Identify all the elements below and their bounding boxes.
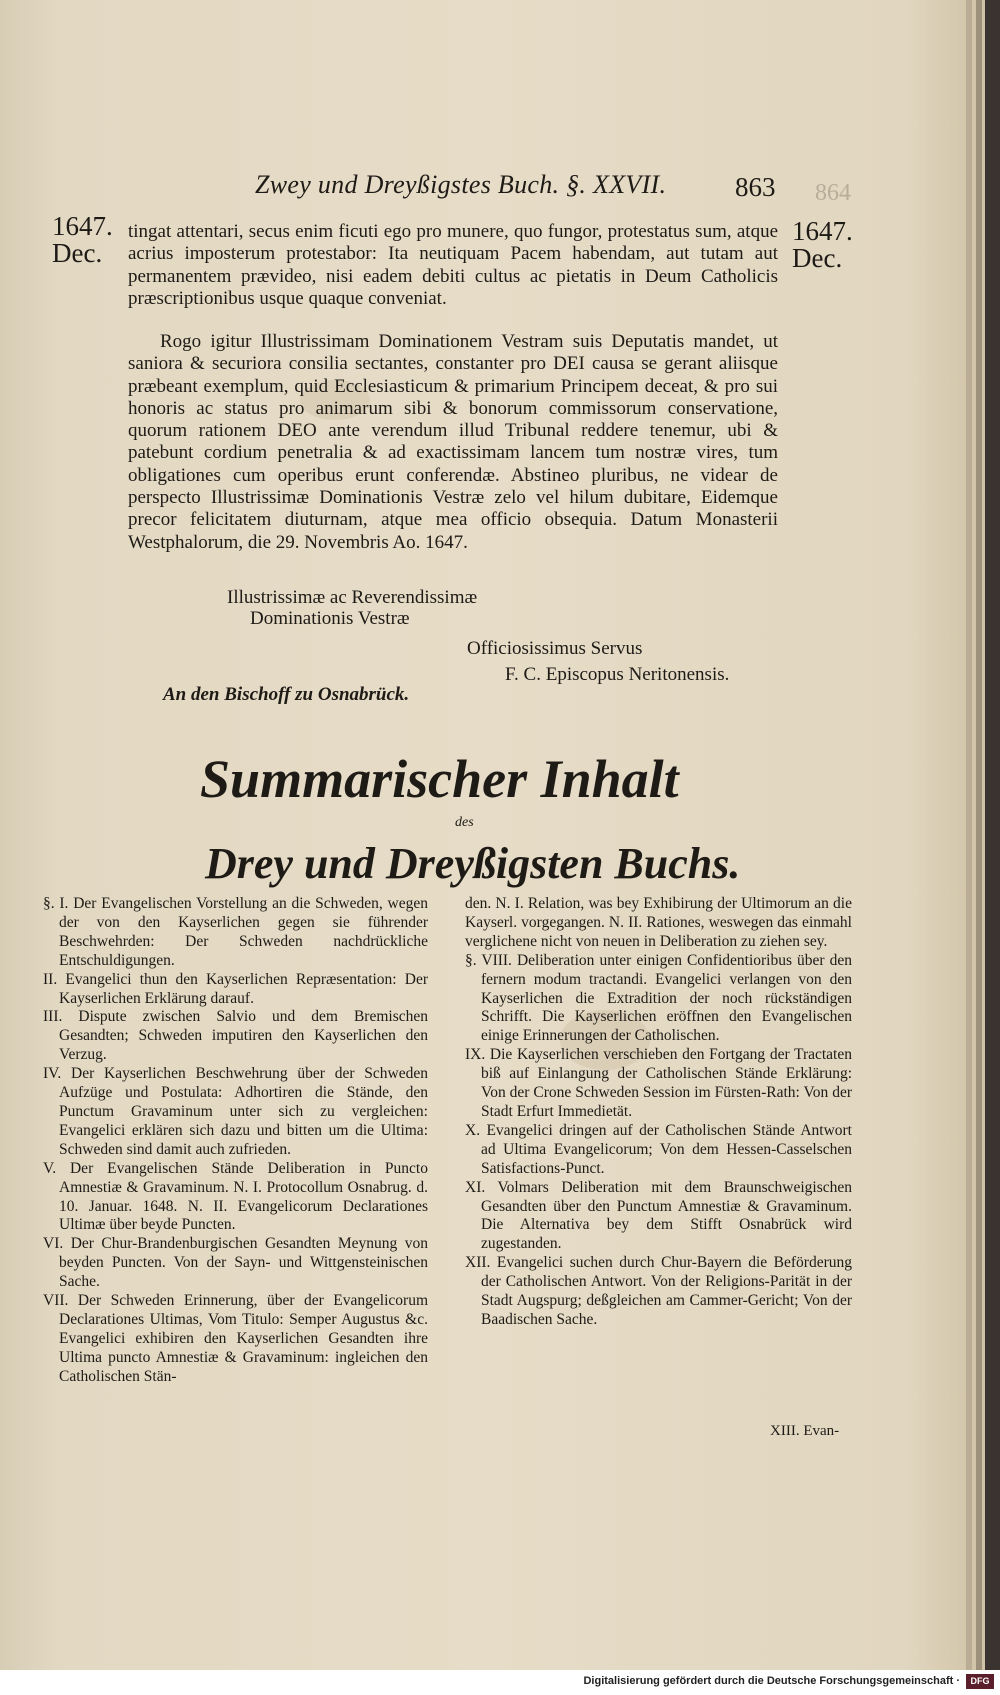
summary-title: Summarischer Inhalt bbox=[200, 749, 679, 809]
summary-item: II. Evangelici thun den Kayserlichen Repræsentation: Der Kayserlichen Erklärung darauf. bbox=[43, 970, 428, 1007]
summary-item: VI. Der Chur-Brandenburgischen Gesandten Meynung von beyden Puncten. Von der Sayn- und Wittgensteinischen Sache. bbox=[43, 1235, 428, 1291]
summary-continuation: den. N. I. Relation, was bey Exhibirung der Ultimorum an die Kayserl. vorgegangen. N. II. Rationes, weswegen das einmahl verglichene nicht von neuen in Deliberation zu ziehen sey. bbox=[465, 895, 852, 950]
summary-title-des: des bbox=[455, 815, 474, 830]
summary-item: IX. Die Kayserlichen verschieben den Fortgang der Tractaten biß auf Einlangung der Catholischen Stände Erklärung: Von der Crone Schweden Session im Fürsten-Rath: Von der Stadt Erfurt Immedietät. bbox=[465, 1046, 852, 1120]
margin-month: Dec. bbox=[52, 238, 103, 268]
show-through-page-number: 864 bbox=[815, 180, 851, 206]
left-margin-date bbox=[52, 213, 113, 267]
summary-item: III. Dispute zwischen Salvio und dem Bremischen Gesandten; Schweden imputiren den Kayserlichen den Verzug. bbox=[43, 1008, 428, 1064]
summary-item: §. VIII. Deliberation unter einigen Confidentioribus über den fernern modum tractandi. Evangelici verlangen von den Kayserlichen die Extradition der noch rückständigen Schrifft. Die Kayserlichen eröffnen den Evangelischen einige Erinnerungen der Catholischen. bbox=[465, 951, 852, 1045]
footer-credit: Digitalisierung gefördert durch die Deutsche Forschungsgemeinschaft · bbox=[583, 1675, 960, 1687]
summary-left-column bbox=[43, 895, 428, 1387]
summary-item: XII. Evangelici suchen durch Chur-Bayern die Beförderung der Catholischen Antwort. Von der Religions-Parität in der Stadt Augspurg; deßgleichen am Cammer-Gericht; Von der Baadischen Sache. bbox=[465, 1254, 852, 1328]
salutation-line-1: Illustrissimæ ac Reverendissimæ bbox=[227, 587, 478, 608]
summary-item: X. Evangelici dringen auf der Catholischen Stände Antwort ad Ultima Evangelicorum; Von dem Hessen-Casselschen Satisfactions-Punct. bbox=[465, 1121, 852, 1177]
salutation-line-2: Dominationis Vestræ bbox=[250, 608, 410, 629]
footer-bar bbox=[0, 1670, 1000, 1695]
summary-subtitle: Drey und Dreyßigsten Buchs. bbox=[205, 839, 741, 888]
dfg-logo-icon[interactable]: DFG bbox=[966, 1674, 994, 1689]
right-margin-date bbox=[792, 218, 853, 272]
running-header: Zwey und Dreyßigstes Buch. §. XXVII. bbox=[255, 170, 667, 199]
book-cover-edge bbox=[985, 0, 1000, 1670]
summary-item: VII. Der Schweden Erinnerung, über der Evangelicorum Declarationes Ultimas, Vom Titulo: Semper Augustus &c. Evangelici exhibiren den Kayserlichen Gesandten ihre Ultima puncto Amnestiæ & Gravaminum: ingleichen den Catholischen Stän- bbox=[43, 1292, 428, 1385]
letter-paragraph-2: Rogo igitur Illustrissimam Dominationem Vestram suis Deputatis mandet, ut saniora & securiora consilia sectantes, constanter pro DEI causa se gerant aliisque præbeant exemplum, quid Ecclesiasticum & primarium Principem deceat, & pro sui honoris ac status pro animarum sibi & bonorum commissorum conservatione, quorum rationem DEO ante verendum illud Tribunal reddere tenemur, ubi & patebunt cordium penetralia & ad exactissimam lancem tum nostræ vires, tum obligationes cum operibus erunt conferendæ. Abstineo pluribus, ne videar de perspecto Illustrissimæ Dominationis Vestræ zelo vel hilum dubitare, Eidemque precor felicitatem diuturnam, atque mea officio obsequia. Datum Monasterii Westphalorum, die 29. Novembris Ao. 1647. bbox=[128, 331, 778, 553]
margin-year: 1647. bbox=[792, 216, 853, 246]
page-number: 863 bbox=[735, 172, 776, 202]
catchword: XIII. Evan- bbox=[770, 1423, 840, 1439]
address-line: An den Bischoff zu Osnabrück. bbox=[163, 684, 410, 705]
signature-line: F. C. Episcopus Neritonensis. bbox=[505, 664, 730, 685]
summary-item: §. I. Der Evangelischen Vorstellung an die Schweden, wegen der von den Kayserlichen gegen sie führender Beschwehrden: Der Schweden nachdrückliche Entschuldigungen. bbox=[43, 895, 428, 969]
summary-right-column bbox=[465, 895, 852, 1330]
margin-year: 1647. bbox=[52, 211, 113, 241]
summary-item: XI. Volmars Deliberation mit dem Braunschweigischen Gesandten über den Punctum Amnestiæ & Gravaminum. Die Alternativa bey dem Stifft Osnabrück wird zugestanden. bbox=[465, 1178, 852, 1253]
page-edge bbox=[976, 0, 982, 1670]
margin-month: Dec. bbox=[792, 243, 843, 273]
letter-paragraph-1: tingat attentari, secus enim ficuti ego pro munere, quo fungor, protestatus sum, atque acrius imposterum protestabor: Ita neutiquam Pacem habendam, aut tutam aut permanentem prævideo, nisi eadem debiti cultus ac pietatis in Deum Catholicis præscriptionibus usque quaque conveniat. bbox=[128, 221, 778, 309]
summary-item: V. Der Evangelischen Stände Deliberation in Puncto Amnestiæ & Gravaminum. N. I. Protocollum Osnabrug. d. 10. Januar. 1648. N. II. Evangelicorum Declarationes Ultimæ über beyde Puncten. bbox=[43, 1159, 428, 1234]
summary-item: IV. Der Kayserlichen Beschwehrung über der Schweden Aufzüge und Postulata: Adhortiren die Stände, den Punctum Gravaminum unter sich zu vergleichen: Evangelici erklären sich dazu und bitten um die Ultima: Schweden sind damit auch zufrieden. bbox=[43, 1065, 428, 1158]
page-edge bbox=[966, 0, 972, 1670]
closing-line: Officiosissimus Servus bbox=[467, 638, 643, 659]
